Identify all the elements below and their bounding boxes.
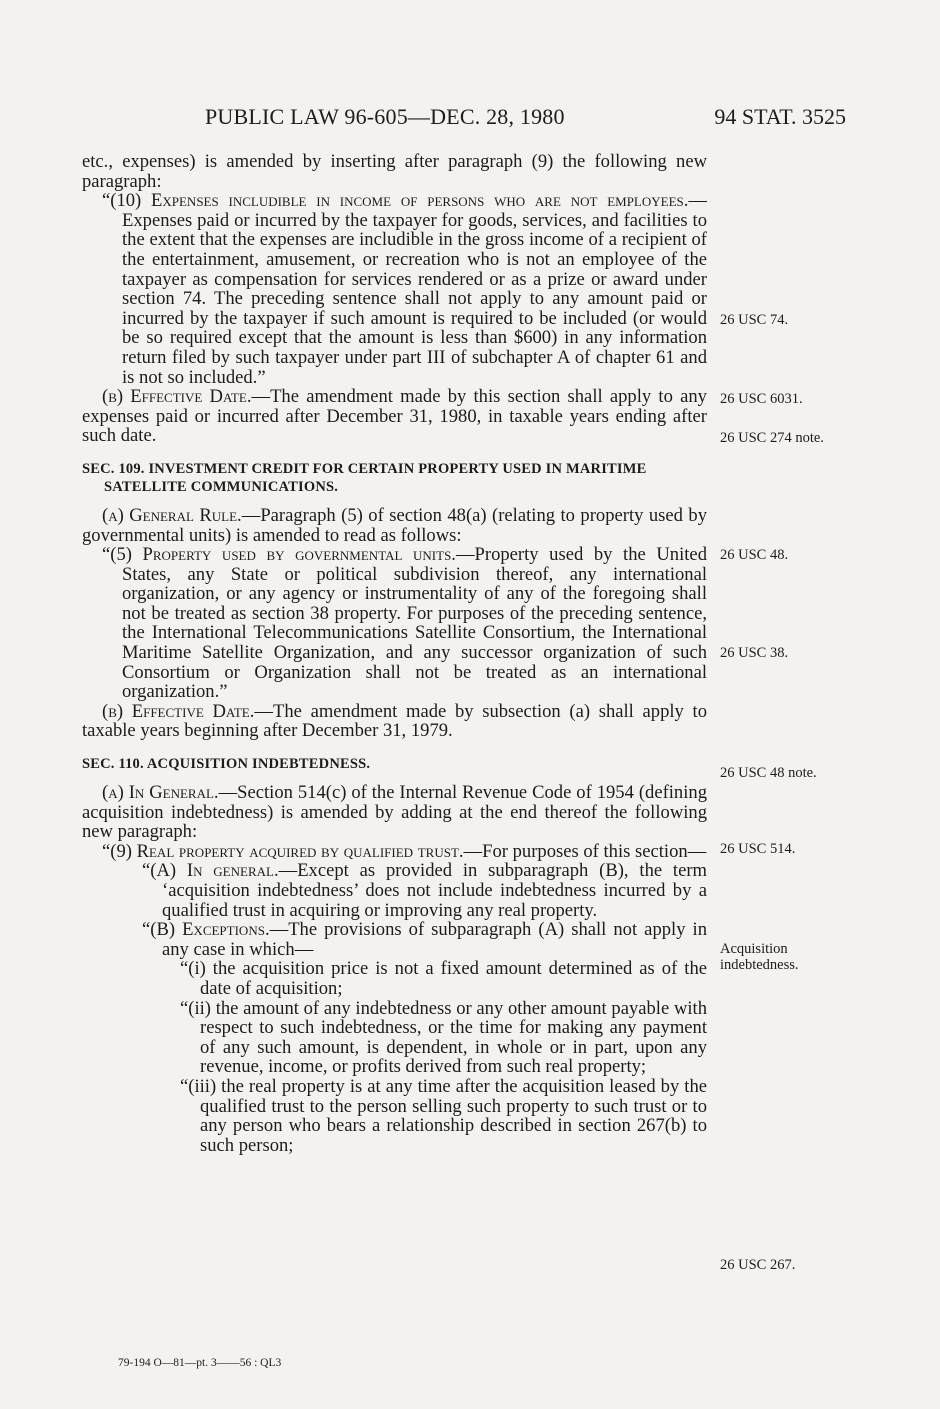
margin-note: 26 USC 6031. — [720, 391, 803, 407]
paragraph-text: —For purposes of this section— — [463, 840, 707, 862]
margin-note: Acquisition indebtedness. — [720, 941, 799, 973]
margin-note: 26 USC 38. — [720, 645, 789, 661]
margin-note: 26 USC 48 note. — [720, 765, 817, 781]
margin-note: 26 USC 74. — [720, 312, 789, 328]
paragraph-heading: (a) General Rule. — [102, 504, 242, 526]
paragraph — [82, 191, 707, 387]
paragraph-heading: (a) In General. — [102, 782, 219, 804]
paragraph — [82, 783, 707, 842]
paragraph — [82, 842, 707, 862]
paragraph-heading: “(10) Expenses includible in income of persons who are not employees. — [102, 190, 689, 212]
section-heading: SEC. 109. INVESTMENT CREDIT FOR CERTAIN PROPERTY USED IN MARITIME SATELLITE COMMUNICATIONS. — [82, 460, 647, 495]
running-header — [0, 104, 940, 134]
paragraph — [82, 545, 707, 702]
margin-note: 26 USC 267. — [720, 1257, 796, 1273]
print-footer: 79-194 O—81—pt. 3——56 : QL3 — [118, 1357, 282, 1369]
paragraph: etc., expenses) is amended by inserting after paragraph (9) the following new paragraph: — [82, 151, 707, 192]
paragraph: “(i) the acquisition price is not a fixed amount determined as of the date of acquisition; — [180, 958, 707, 999]
paragraph: “(iii) the real property is at any time after the acquisition leased by the qualified trust to the person selling such property to such trust or to any person who bears a relationship described in section 267(b) to such person; — [180, 1075, 707, 1156]
paragraph-heading: (b) Effective Date. — [102, 386, 252, 408]
body-text-column — [82, 152, 707, 1155]
paragraph — [82, 920, 707, 959]
paragraph-heading: “(B) Exceptions. — [142, 919, 270, 941]
paragraph-text: —The provisions of subparagraph (A) shall not apply in any case in which— — [162, 919, 707, 960]
paragraph-heading: “(A) In general. — [142, 860, 279, 882]
paragraph-text: —Property used by the United States, any State or political subdivision thereof, any international organization, or any agency or instrumentality of any of the foregoing shall not be treated as section 38 property. For purposes of the preceding sentence, the International Telecommunications Satellite Consortium, the International Maritime Satellite Organization, and any successor organization of such Consortium or Organization shall not be treated as an international organization.” — [122, 544, 707, 703]
paragraph — [82, 387, 707, 446]
header-stat-page: 94 STAT. 3525 — [714, 104, 846, 129]
paragraph-text: —Section 514(c) of the Internal Revenue Code of 1954 (defining acquisition indebtedness) is amended by adding at the end thereof the following new paragraph: — [82, 782, 707, 843]
paragraph — [82, 506, 707, 545]
section-heading: SEC. 110. ACQUISITION INDEBTEDNESS. — [82, 756, 371, 773]
paragraph-text: —The amendment made by subsection (a) shall apply to taxable years beginning after December 31, 1979. — [82, 700, 707, 742]
paragraph: “(ii) the amount of any indebtedness or any other amount payable with respect to such indebtedness, or the time for making any payment of any such amount, is dependent, in whole or in part, upon any revenue, income, or profits derived from such real property; — [180, 997, 707, 1078]
paragraph — [82, 861, 707, 920]
paragraph-text: —Except as provided in subparagraph (B), the term ‘acquisition indebtedness’ does not include indebtedness incurred by a qualified trust in acquiring or improving any real property. — [162, 860, 708, 921]
paragraph-text: —Expenses paid or incurred by the taxpayer for goods, services, and facilities to the extent that the expenses are includible in the gross income of a recipient of the entertainment, amusement, or recreation who is not an employee of the taxpayer as compensation for services rendered or as a prize or award under section 74. The preceding sentence shall not apply to any amount paid or incurred by the taxpayer if such amount is required to be included (or would be so required except that the amount is less than $600) in any information return filed by such taxpayer under part III of subchapter A of chapter 61 and is not so included.” — [122, 190, 707, 388]
margin-note: 26 USC 48. — [720, 547, 789, 563]
paragraph — [82, 702, 707, 741]
margin-note: 26 USC 514. — [720, 841, 796, 857]
paragraph-heading: “(9) Real property acquired by qualified trust. — [102, 840, 464, 862]
paragraph-text: —The amendment made by this section shall apply to any expenses paid or incurred after December 31, 1980, in taxable years ending after such date. — [82, 386, 707, 447]
paragraph-heading: “(5) Property used by governmental units. — [102, 544, 456, 566]
header-title: PUBLIC LAW 96-605—DEC. 28, 1980 — [205, 104, 565, 129]
paragraph-heading: (b) Effective Date. — [102, 700, 255, 722]
paragraph-text: —Paragraph (5) of section 48(a) (relating to property used by governmental units) is amended to read as follows: — [82, 504, 707, 546]
margin-note: 26 USC 274 note. — [720, 430, 824, 446]
